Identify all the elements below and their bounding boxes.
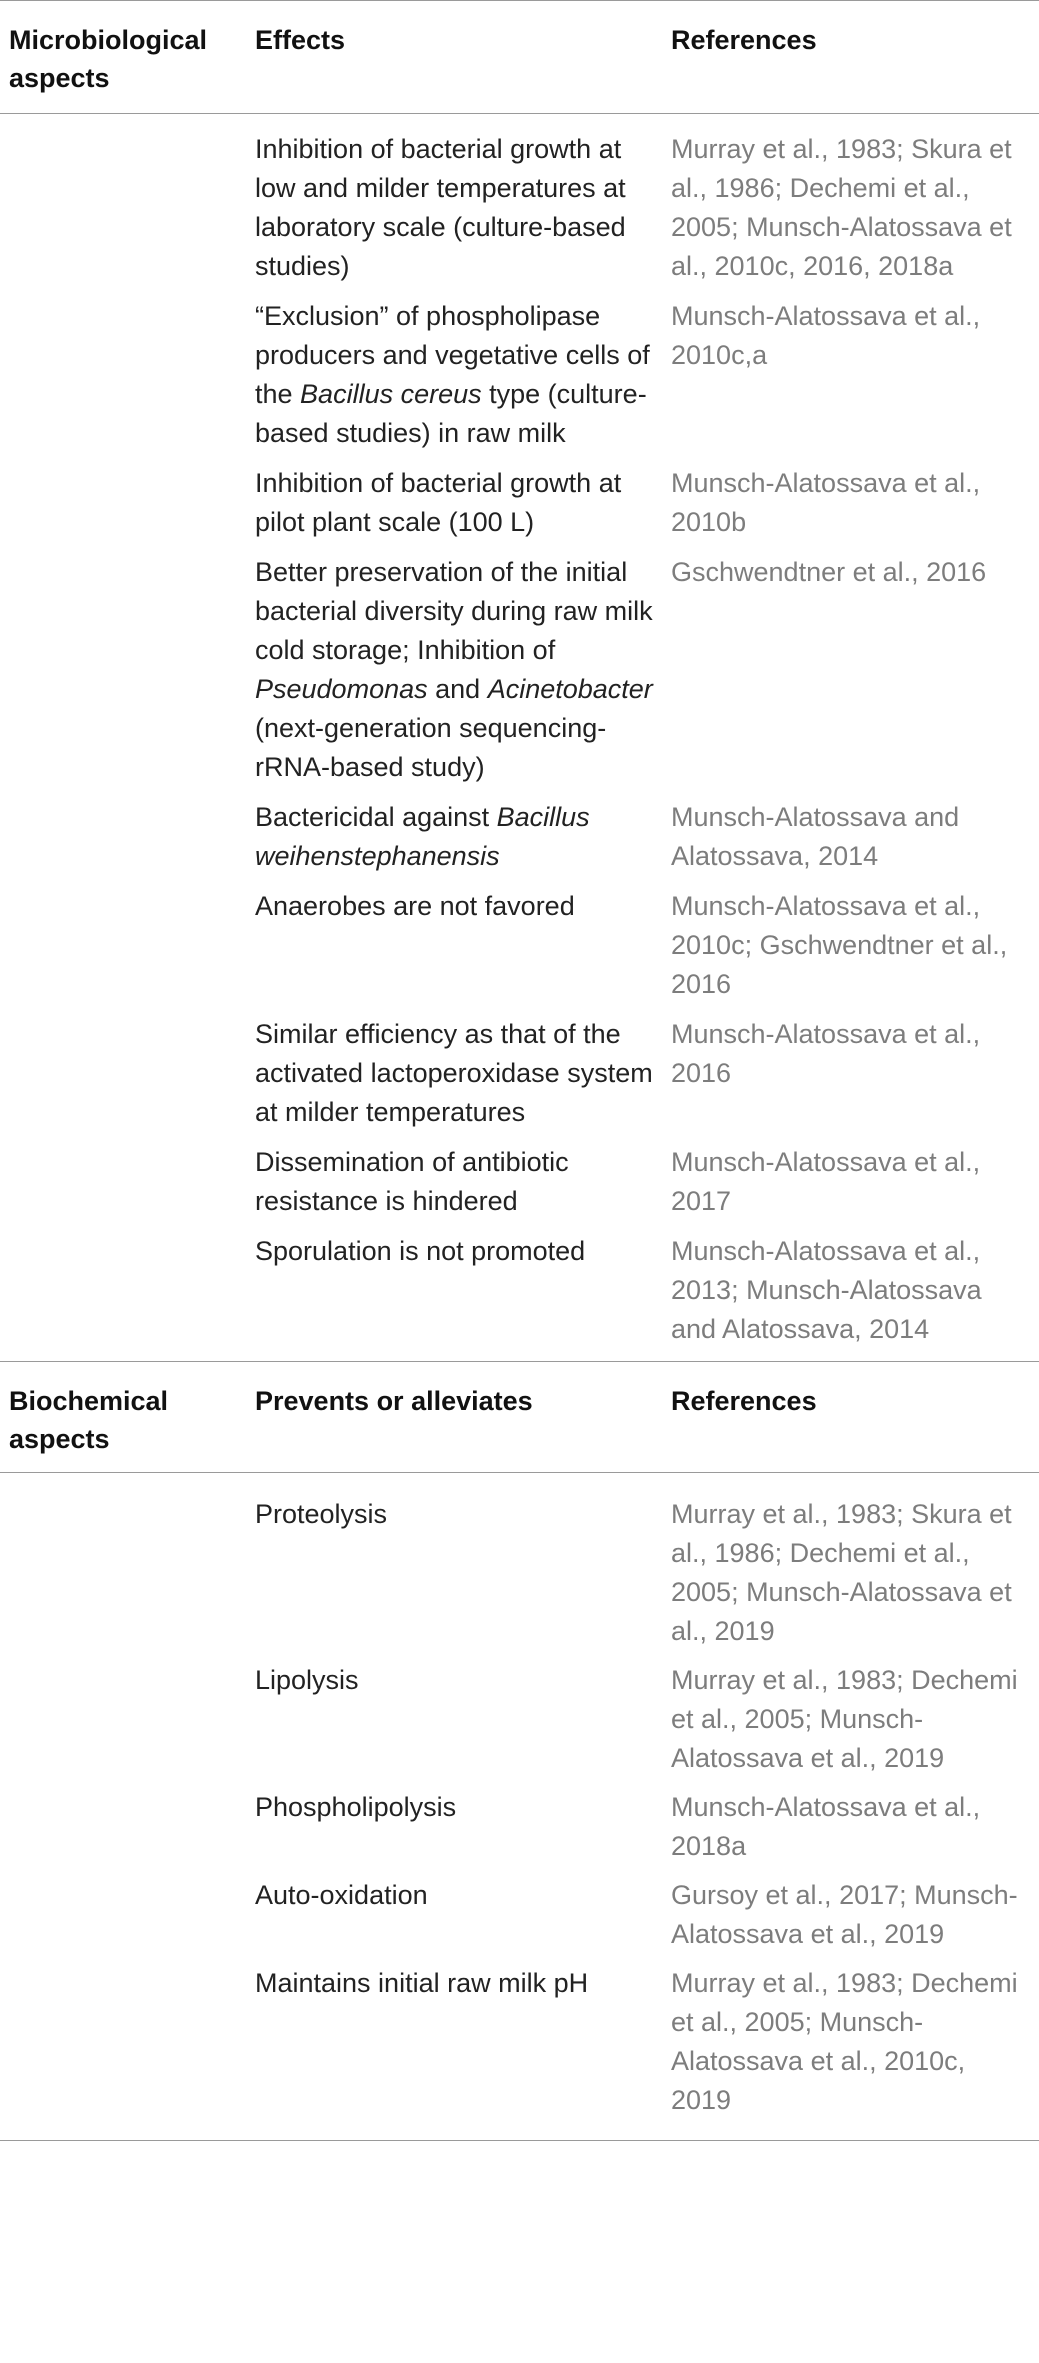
header-prevents: Prevents or alleviates — [255, 1386, 533, 1416]
table-header-microbiological — [0, 1, 1039, 114]
reference-cell: Murray et al., 1983; Dechemi et al., 2005; Munsch-Alatossava et al., 2010c, 2019 — [671, 1968, 1018, 2115]
reference-cell: Murray et al., 1983; Skura et al., 1986; Dechemi et al., 2005; Munsch-Alatossava et al., 2019 — [671, 1499, 1012, 1646]
effect-cell: Maintains initial raw milk pH — [255, 1968, 589, 1998]
table-row — [0, 1143, 1039, 1221]
table-header-biochemical — [0, 1361, 1039, 1473]
table-row — [0, 553, 1039, 787]
table-row — [0, 464, 1039, 542]
genus-name: Acinetobacter — [487, 674, 653, 704]
reference-cell: Gursoy et al., 2017; Munsch-Alatossava et al., 2019 — [671, 1880, 1018, 1949]
species-name: Bacillus weihenstephanensis — [255, 802, 590, 871]
effect-cell: Bactericidal against Bacillus weihenstephanensis — [255, 802, 590, 871]
reference-cell: Munsch-Alatossava et al., 2018a — [671, 1792, 981, 1861]
reference-cell: Munsch-Alatossava and Alatossava, 2014 — [671, 802, 960, 871]
section-body-biochemical — [0, 1473, 1039, 2140]
table-row — [0, 297, 1039, 453]
effect-cell: Sporulation is not promoted — [255, 1236, 586, 1266]
section-body-microbiological — [0, 114, 1039, 1361]
effect-cell: “Exclusion” of phospholipase producers and vegetative cells of the Bacillus cereus type (culture-based studies) in raw milk — [255, 301, 650, 448]
effect-cell: Auto-oxidation — [255, 1880, 428, 1910]
reference-cell: Munsch-Alatossava et al., 2010c,a — [671, 301, 981, 370]
effect-cell: Proteolysis — [255, 1499, 388, 1529]
header-category: Microbiological aspects — [9, 25, 208, 93]
reference-cell: Munsch-Alatossava et al., 2013; Munsch-Alatossava and Alatossava, 2014 — [671, 1236, 982, 1344]
effect-cell: Dissemination of antibiotic resistance is hindered — [255, 1147, 569, 1216]
effect-cell: Phospholipolysis — [255, 1792, 457, 1822]
effect-cell: Inhibition of bacterial growth at low and milder temperatures at laboratory scale (culture-based studies) — [255, 134, 626, 281]
effect-cell: Inhibition of bacterial growth at pilot plant scale (100 L) — [255, 468, 622, 537]
effect-cell: Better preservation of the initial bacterial diversity during raw milk cold storage; Inhibition of Pseudomonas and Acinetobacter (next-generation sequencing-rRNA-based study) — [255, 557, 653, 782]
reference-cell: Murray et al., 1983; Skura et al., 1986; Dechemi et al., 2005; Munsch-Alatossava et al., 2010c, 2016, 2018a — [671, 134, 1012, 281]
reference-cell: Murray et al., 1983; Dechemi et al., 2005; Munsch-Alatossava et al., 2019 — [671, 1665, 1018, 1773]
table-row — [0, 887, 1039, 1004]
reference-cell: Munsch-Alatossava et al., 2016 — [671, 1019, 981, 1088]
header-effects: Effects — [255, 25, 346, 55]
table-row — [0, 1876, 1039, 1954]
header-references: References — [671, 25, 817, 55]
table-row — [0, 1788, 1039, 1866]
table-row — [0, 1015, 1039, 1132]
table-row — [0, 1495, 1039, 1651]
header-references: References — [671, 1386, 817, 1416]
reference-cell: Gschwendtner et al., 2016 — [671, 557, 987, 587]
table-row — [0, 1232, 1039, 1349]
table-bottom-rule — [0, 2140, 1039, 2141]
species-name: Bacillus cereus — [300, 379, 482, 409]
reference-cell: Munsch-Alatossava et al., 2017 — [671, 1147, 981, 1216]
effect-cell: Lipolysis — [255, 1665, 359, 1695]
table-row — [0, 130, 1039, 286]
table-row — [0, 1661, 1039, 1778]
reference-cell: Munsch-Alatossava et al., 2010c; Gschwendtner et al., 2016 — [671, 891, 1008, 999]
genus-name: Pseudomonas — [255, 674, 428, 704]
table-row — [0, 798, 1039, 876]
effect-cell: Similar efficiency as that of the activated lactoperoxidase system at milder temperatures — [255, 1019, 653, 1127]
header-category: Biochemical aspects — [9, 1386, 169, 1454]
table-row — [0, 1964, 1039, 2120]
reference-cell: Munsch-Alatossava et al., 2010b — [671, 468, 981, 537]
effect-cell: Anaerobes are not favored — [255, 891, 575, 921]
